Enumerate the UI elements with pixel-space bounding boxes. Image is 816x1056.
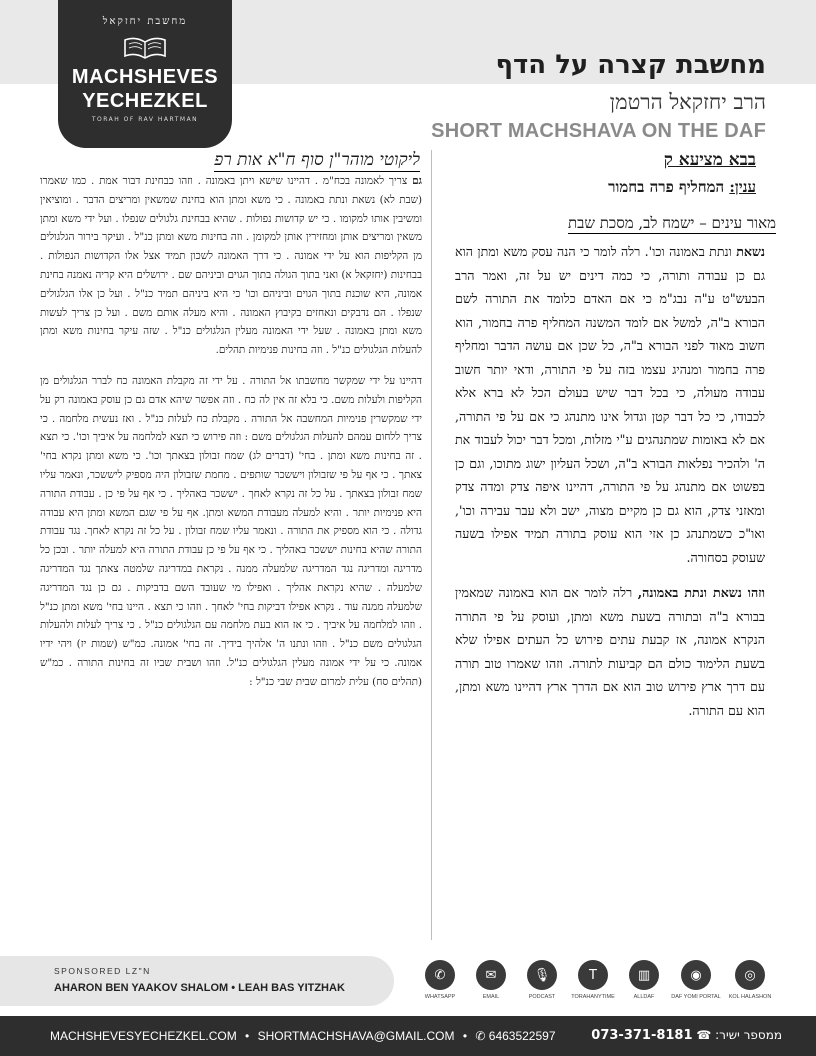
email-link[interactable] [463,960,519,1000]
dafyomi-portal-icon: ◉ [681,960,711,990]
icon-label: ALLDAF [633,994,655,1000]
page-title-hebrew: מחשבת קצרה על הדף [495,50,766,80]
kolhalashon-link[interactable] [722,960,778,1000]
torahanytime-link[interactable] [565,960,621,1000]
whatsapp-number[interactable]: 6463522597 [488,1029,556,1043]
open-book-icon [123,34,167,60]
email-link-footer[interactable]: SHORTMACHSHAVA@GMAIL.COM [257,1029,455,1043]
logo-line1: MACHSHEVES [71,66,219,88]
direct-line [591,1028,782,1043]
right-source-heading [440,214,776,233]
right-paragraph-2-text: רלה לומר אם הוא באמונה שמאמין בבורא ב"ה ובתורה בשעת משא ומתן, ועוסק על פי התורה הנקרא אמונה, אז קבעת עתים פירוש כל העתים אפילו שלא בשעת הלימוד כולם הם קביעות לתורה. וזהו שאמרו טוב תורה עם דרך ארץ פירוש טוב הוא אם הדרך ארץ דהיינו משא ומתן, הוא עם התורה. [455,585,765,718]
left-paragraph-1-lead: גם [412,175,422,187]
alldaf-icon: ▥ [629,960,659,990]
icon-label: WHATSAPP [424,994,456,1000]
page-title-english: SHORT MACHSHAVA ON THE DAF [431,120,766,142]
dafyomi-portal-link[interactable] [668,960,724,1000]
alldaf-link[interactable] [616,960,672,1000]
right-paragraph-1-text: ונתת באמונה וכו'. רלה לומר כי הנה עסק משא ומתן הוא גם כן עבודה ותורה, כי כמה דינים יש על זה, ואמר הרב הבעש"ט ע"ה נבג"מ כי אם האדם כלומד את התורה לשם הבורא ב"ה, למשל אם לומד המשנה המחליף פרה בחמור, הוא חשוב מאוד לפני הבורא ב"ה, כל שכן אם עושה הדבר ומחליף פרה בחמור ומנהיג עצמו בזה על פי התורה, ודאי יותר חשוב עבודה מעולה, כי בכל דבר שיש בעולם הכל לא ברא אלא לכבודו, כי כל דבר קטן וגדול אינו מתנהג כי אם על פי התורה, אם לא באומות שמתנהגים ע"י מזלות, ומכל דבר יכול לעבוד את ה' ולהכיר נפלאות הבורא ב"ה, ושכל העליון ישוג מתוכו, וגם כן בפשוט אם מתנהג על פי התורה, דהיינו איפה צדק ומדה צדק ומאזני צדק, הוא גם כן מקיים מצוה, ישב ולא עבר עבירה וכו', ואו"כ כשמתנהג כן אזי הוא עוסק בתורה תמיד אפילו בשעה שעוסק בסחורה. [455,244,765,565]
left-column-body [40,172,422,704]
tractate-heading: בבא מציעא ק [663,150,756,170]
right-paragraph-2-lead: וזהו נשאת ונתת באמונה, [637,585,765,600]
sponsor-names: AHARON BEN YAAKOV SHALOM • LEAH BAS YITZHAK [54,982,345,994]
logo-hebrew-text: מחשבת יחזקאל [102,16,188,27]
podcast-link[interactable] [514,960,570,1000]
right-column-body [455,240,765,734]
whatsapp-link[interactable] [412,960,468,1000]
footer-separator: • [245,1029,250,1043]
right-source-text: מאור עינים – ישמח לב, מסכת שבת [567,214,776,232]
logo-subtitle: TORAH OF RAV HARTMAN [91,116,199,123]
whatsapp-icon: ✆ [425,960,455,990]
left-paragraph-1-text: צריך לאמונה בכח"מ . דהיינו שישא ויתן באמונה . וזהו כבחינת דבור אמת . כמו שאמרו (שבת לא) נשאת ונתת באמונה . כי משא ומתן הוא בחינת שמשאין ומריצים הדבר . ומוציאין ומשיבין אותו למקומו . כי יש קדושות נפולות . שהיא בבחינת גלגולים שנפלו . ועל ידי משא ומתן משאין ומריצים אותן ומחזירין אותן למקומן . וזה בחינות משא ומתן כנ"ל . ועיקר בירור הגלגולים מן הקליפות הוא על ידי אמונה . כי דרך האמונה לשכון תמיד אצל אלו הקדושות הנפולות . בבחינות (יחזקאל א) ואני בתוך הגולה בתוך הגוים וביניהם שם . ירושלים היא קריה נאמנה בחינת אמונה, היא שוכנת בתוך הגוים וביניהם וכו' כי היא ביניהם תמיד כנ"ל . ועל כן אלו הגלגולים שנפלו . הם נדבקים ונאחזים בקיבוץ האמונה . והיא מעלה אותם משם . ועל כן צריך לעשות משא ומתן באמונה . שעל ידי האמונה מעלין הגלגולים כנ"ל . שזה עיקר בחינות משא ומתן להעלות הגלגולים כנ"ל . וזה בחינות פנימיות תהלים. [39,175,422,357]
sponsor-label: SPONSORED LZ"N [54,966,151,976]
icon-label: KOL HALASHON [728,994,772,1000]
sponsor-box [0,956,394,1006]
right-paragraph-2 [455,581,765,722]
right-paragraph-1 [455,240,765,569]
email-icon: ✉ [476,960,506,990]
topic-label: ענין: [729,178,756,196]
torahanytime-icon: T [578,960,608,990]
podcast-icon: 🎙 [527,960,557,990]
icon-label: DAF YOMI PORTAL [671,994,721,1000]
platform-icons [412,960,784,1006]
website-link[interactable]: MACHSHEVESYECHEZKEL.COM [50,1029,237,1043]
phone-icon: ☎ [696,1028,712,1042]
whatsapp-footer-icon: ✆ [475,1029,486,1043]
kolhalashon-icon: ◎ [735,960,765,990]
icon-label: EMAIL [482,994,500,1000]
footer-contacts [50,1029,556,1043]
icon-label: TORAHANYTIME [571,994,615,1000]
logo-line2: YECHEZKEL [82,90,208,112]
author-hebrew: הרב יחזקאל הרטמן [609,90,766,114]
left-paragraph-1 [40,172,422,360]
footer-separator: • [462,1029,468,1043]
left-source-text: ליקוטי מוהר"ן סוף ח"א אות רפ [214,150,420,170]
topic-text: המחליף פרה בחמור [608,178,725,196]
logo[interactable] [58,0,232,148]
left-paragraph-2: דהיינו על ידי שמקשר מחשבתו אל התורה . על ידי זה מקבלת האמונה כח לברר הגלגולים מן הקליפות ולעלות משם. כי בלא זה אין לה כח . וזה אפשר שיהא אדם גם כן עוסק באמונה רק על ידי שמקשרין פנימיות המחשבה אל התורה . מקבלת כח לעלות כנ"ל . ואז נעשית מלחמה . כי צריך ללחום עמהם להעלות הגלגולים משם : וזה פירוש כי תצא למלחמה על איביך וכו'. כי תצא . זה בחינות משא ומתן . בחי' (דברים לג) שמח זבולון בצאתך וכו'. כי משא ומתן נקרא בחי' צאתך . כי אף על פי שזבולון ויששכר שותפים . מחמת שזבולון היה מספיק ליששכר, ונאמר עליו שמח זבולון בצאתך . על כל זה נקרא לאחך . יששכר באהליך . כי אף על פי כן . עבודת התורה היא פנימיות יותר . והיא למעלה מעבודת המשא ומתן. אף על פי שגם המשא ומתן היא עבודה גדולה . כי הוא מספיק את התורה . ונאמר עליו שמח זבולון . על כל זה נקרא לאחך. נגד עבודת התורה שהיא בחינות יששכר באהליך . כי אף על פי כן עבודת התורה היא למעלה יותר . ובכן כל מדריגה ומדריגה נגד המדריגה שלמעלה ממנה . נקראת במדריגה שלמטה צאתך נגד המדריגה שלמעלה . שהיא נקראת אהליך . ואפילו מי שעובד השם בדביקות . גם כן נגד המדריגה שלמעלה ממנה עוד . נקרא אפילו דביקות בחי' לאחך . וזהו כי תצא . היינו בחי' משא ומתן כנ"ל . וזהו למלחמה על איביך . כי אז הוא בעת מלחמה עם הגלגולים כנ"ל . כי צריך לעלות ולהעלות הגלגולים משם כנ"ל . וזהו ונתנו ה' אלהיך בידיך. זה בחי' אמונה. כמ"ש (שמות יז) ויהי ידיו אמונה. כי על ידי אמונה מעלין הגלגולים כנ"ל. וזהו ושבית שביו זה בחינות התורה . כמ"ש (תהלים סח) עלית למרום שבית שבי כנ"ל : [40,374,422,688]
right-paragraph-1-lead: נשאת [736,244,765,259]
footer [0,1016,816,1056]
topic-heading [608,178,756,197]
column-divider [431,150,432,940]
left-source-heading [40,150,420,170]
direct-line-number[interactable]: 073-371-8181 [591,1028,693,1043]
direct-line-label: ממספר ישיר: [715,1028,782,1042]
icon-label: PODCAST [528,994,556,1000]
